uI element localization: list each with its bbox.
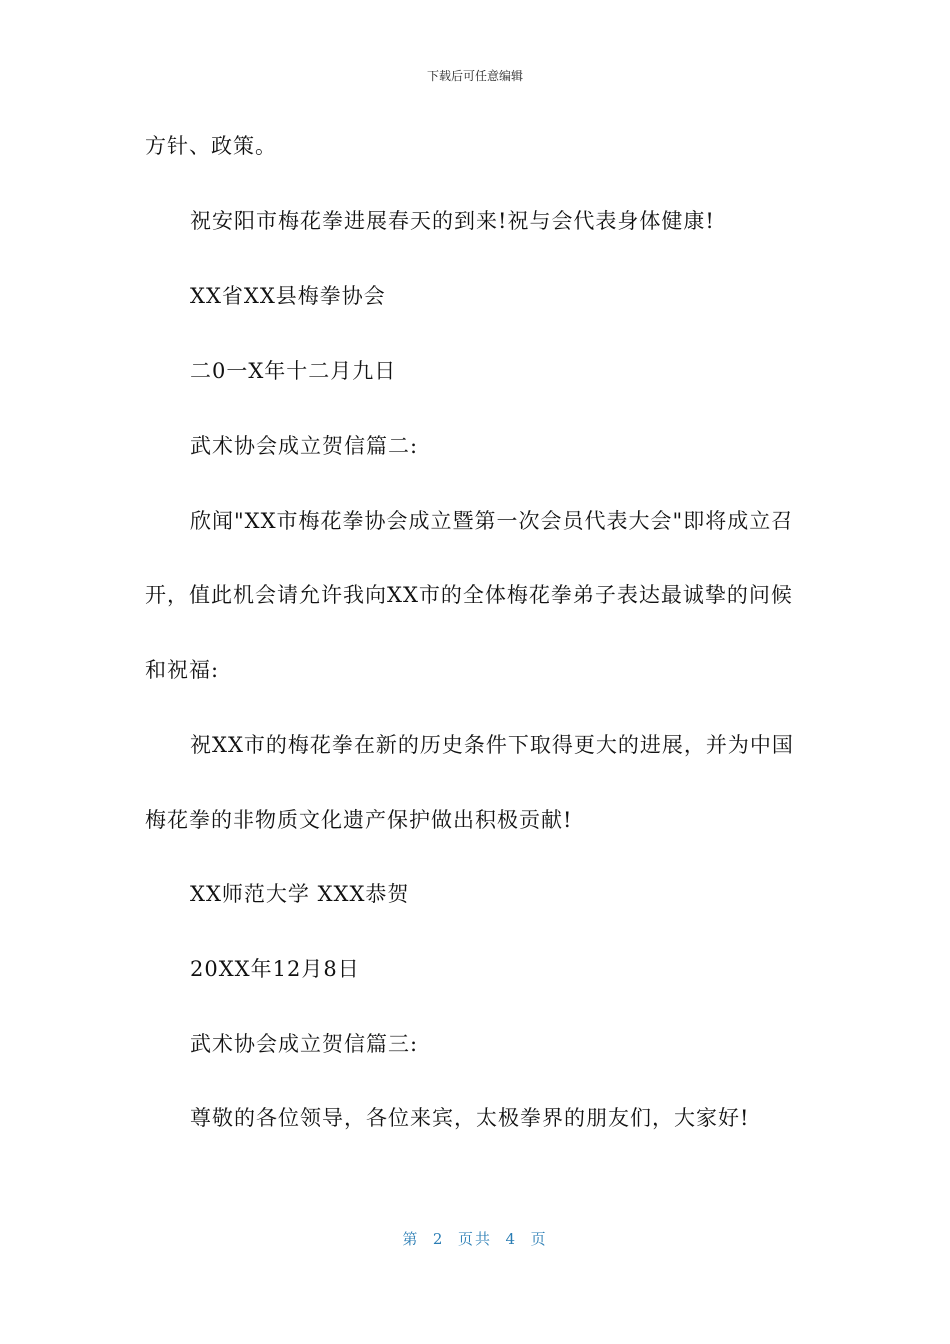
paragraph-line: 祝安阳市梅花拳进展春天的到来!祝与会代表身体健康! — [190, 209, 715, 233]
paragraph-line: 和祝福: — [145, 658, 220, 682]
paragraph-line: 开，值此机会请允许我向XX市的全体梅花拳弟子表达最诚挚的问候 — [145, 583, 793, 607]
signature-date: 20XX年12月8日 — [190, 957, 360, 981]
section-heading: 武术协会成立贺信篇二: — [190, 434, 419, 458]
paragraph-line: 祝XX市的梅花拳在新的历史条件下取得更大的进展，并为中国 — [190, 733, 794, 757]
paragraph-line: 尊敬的各位领导，各位来宾，太极拳界的朋友们，大家好! — [190, 1106, 750, 1130]
page-header: 下载后可任意编辑 — [426, 69, 523, 83]
signature-organization: XX师范大学 XXX恭贺 — [190, 882, 410, 906]
signature-organization: XX省XX县梅拳协会 — [190, 284, 386, 308]
section-heading: 武术协会成立贺信篇三: — [190, 1032, 419, 1056]
paragraph-line: 方针、政策。 — [145, 134, 277, 158]
paragraph-line: 梅花拳的非物质文化遗产保护做出积极贡献! — [145, 808, 573, 832]
paragraph-line: 欣闻"XX市梅花拳协会成立暨第一次会员代表大会"即将成立召 — [190, 509, 794, 533]
signature-date: 二0一X年十二月九日 — [190, 359, 397, 383]
page-number-footer: 第 2 页共 4 页 — [402, 1230, 548, 1248]
